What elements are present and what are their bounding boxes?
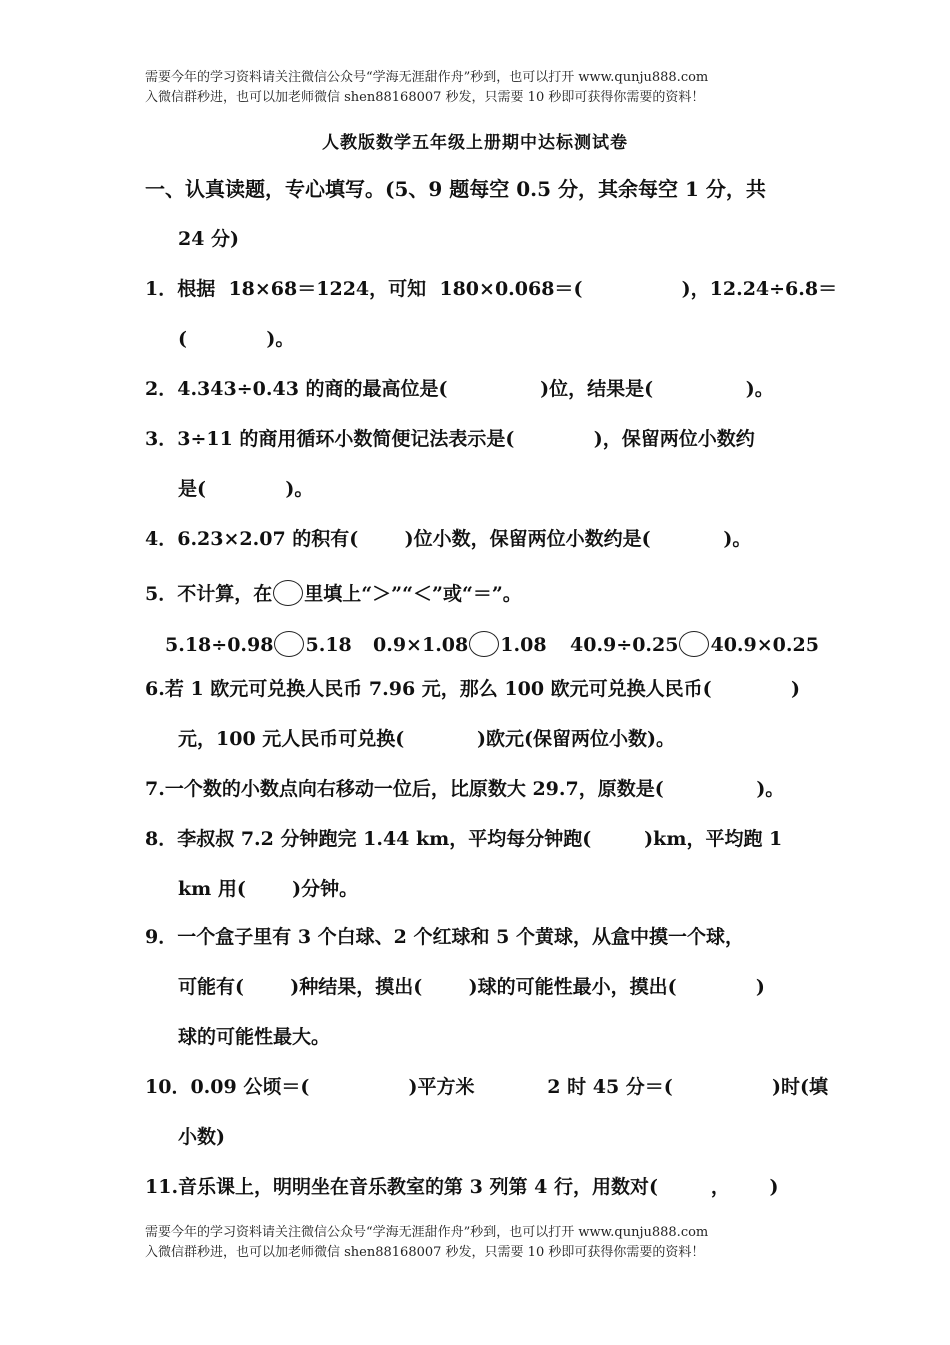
comparison-item-3 xyxy=(570,631,819,658)
header-line-2: 入微信群秒进，也可以加老师微信 shen88168007 秒发，只需要 10 秒即可获得你需要的资料！ xyxy=(145,90,705,105)
question-3: 3．3÷11 的商用循环小数简便记法表示是( )，保留两位小数约 xyxy=(145,428,755,450)
comparison-item-1 xyxy=(165,631,352,658)
header-line-1: 需要今年的学习资料请关注微信公众号“学海无涯甜作舟”秒到，也可以打开 www.qunju888.com xyxy=(145,70,709,85)
footer-line-1: 需要今年的学习资料请关注微信公众号“学海无涯甜作舟”秒到，也可以打开 www.qunju888.com xyxy=(145,1225,709,1240)
footer-line-2: 入微信群秒进，也可以加老师微信 shen88168007 秒发，只需要 10 秒即可获得你需要的资料！ xyxy=(145,1245,705,1260)
question-11: 11.音乐课上，明明坐在音乐教室的第 3 列第 4 行，用数对( ， ) xyxy=(145,1176,779,1198)
comparison-item-2 xyxy=(373,631,547,658)
question-5-prefix: 5．不计算，在 xyxy=(145,583,273,605)
footer-notice xyxy=(145,1223,825,1263)
question-9-cont-2: 球的可能性最大。 xyxy=(178,1026,331,1048)
comparison-left: 5.18÷0.98 xyxy=(165,634,274,656)
question-10-cont: 小数) xyxy=(178,1126,225,1148)
comparison-left: 0.9×1.08 xyxy=(373,634,469,656)
comparison-right: 40.9×0.25 xyxy=(710,634,819,656)
question-5-suffix: 里填上“＞”“＜”或“＝”。 xyxy=(304,583,522,605)
question-5 xyxy=(145,580,522,607)
question-7: 7.一个数的小数点向右移动一位后，比原数大 29.7，原数是( )。 xyxy=(145,778,785,800)
question-9-cont: 可能有( )种结果，摸出( )球的可能性最小，摸出( ) xyxy=(178,976,765,998)
question-8: 8．李叔叔 7.2 分钟跑完 1.44 km，平均每分钟跑( )km，平均跑 1 xyxy=(145,828,783,850)
question-6-cont: 元，100 元人民币可兑换( )欧元(保留两位小数)。 xyxy=(178,728,675,750)
question-10: 10．0.09 公顷＝( )平方米 2 时 45 分＝( )时(填 xyxy=(145,1076,828,1098)
comparison-left: 40.9÷0.25 xyxy=(570,634,679,656)
page-title: 人教版数学五年级上册期中达标测试卷 xyxy=(322,133,628,153)
comparison-right: 5.18 xyxy=(305,634,352,656)
compare-circle-icon xyxy=(469,631,499,657)
question-9: 9．一个盒子里有 3 个白球、2 个红球和 5 个黄球，从盒中摸一个球， xyxy=(145,926,744,948)
question-4: 4．6.23×2.07 的积有( )位小数，保留两位小数约是( )。 xyxy=(145,528,752,550)
question-8-cont: km 用( )分钟。 xyxy=(178,878,359,900)
section-heading-cont: 24 分) xyxy=(178,228,240,250)
question-3-cont: 是( )。 xyxy=(178,478,314,500)
compare-circle-icon xyxy=(273,580,303,606)
question-1: 1．根据 18×68＝1224，可知 180×0.068＝( )，12.24÷6.8＝ xyxy=(145,278,838,300)
question-2: 2．4.343÷0.43 的商的最高位是( )位，结果是( )。 xyxy=(145,378,774,400)
comparison-right: 1.08 xyxy=(500,634,547,656)
question-1-cont: ( )。 xyxy=(178,328,295,350)
compare-circle-icon xyxy=(679,631,709,657)
section-heading: 一、认真读题，专心填写。(5、9 题每空 0.5 分，其余每空 1 分，共 xyxy=(145,177,766,201)
header-notice xyxy=(145,68,825,108)
question-6: 6.若 1 欧元可兑换人民币 7.96 元，那么 100 欧元可兑换人民币( ) xyxy=(145,678,801,700)
compare-circle-icon xyxy=(274,631,304,657)
